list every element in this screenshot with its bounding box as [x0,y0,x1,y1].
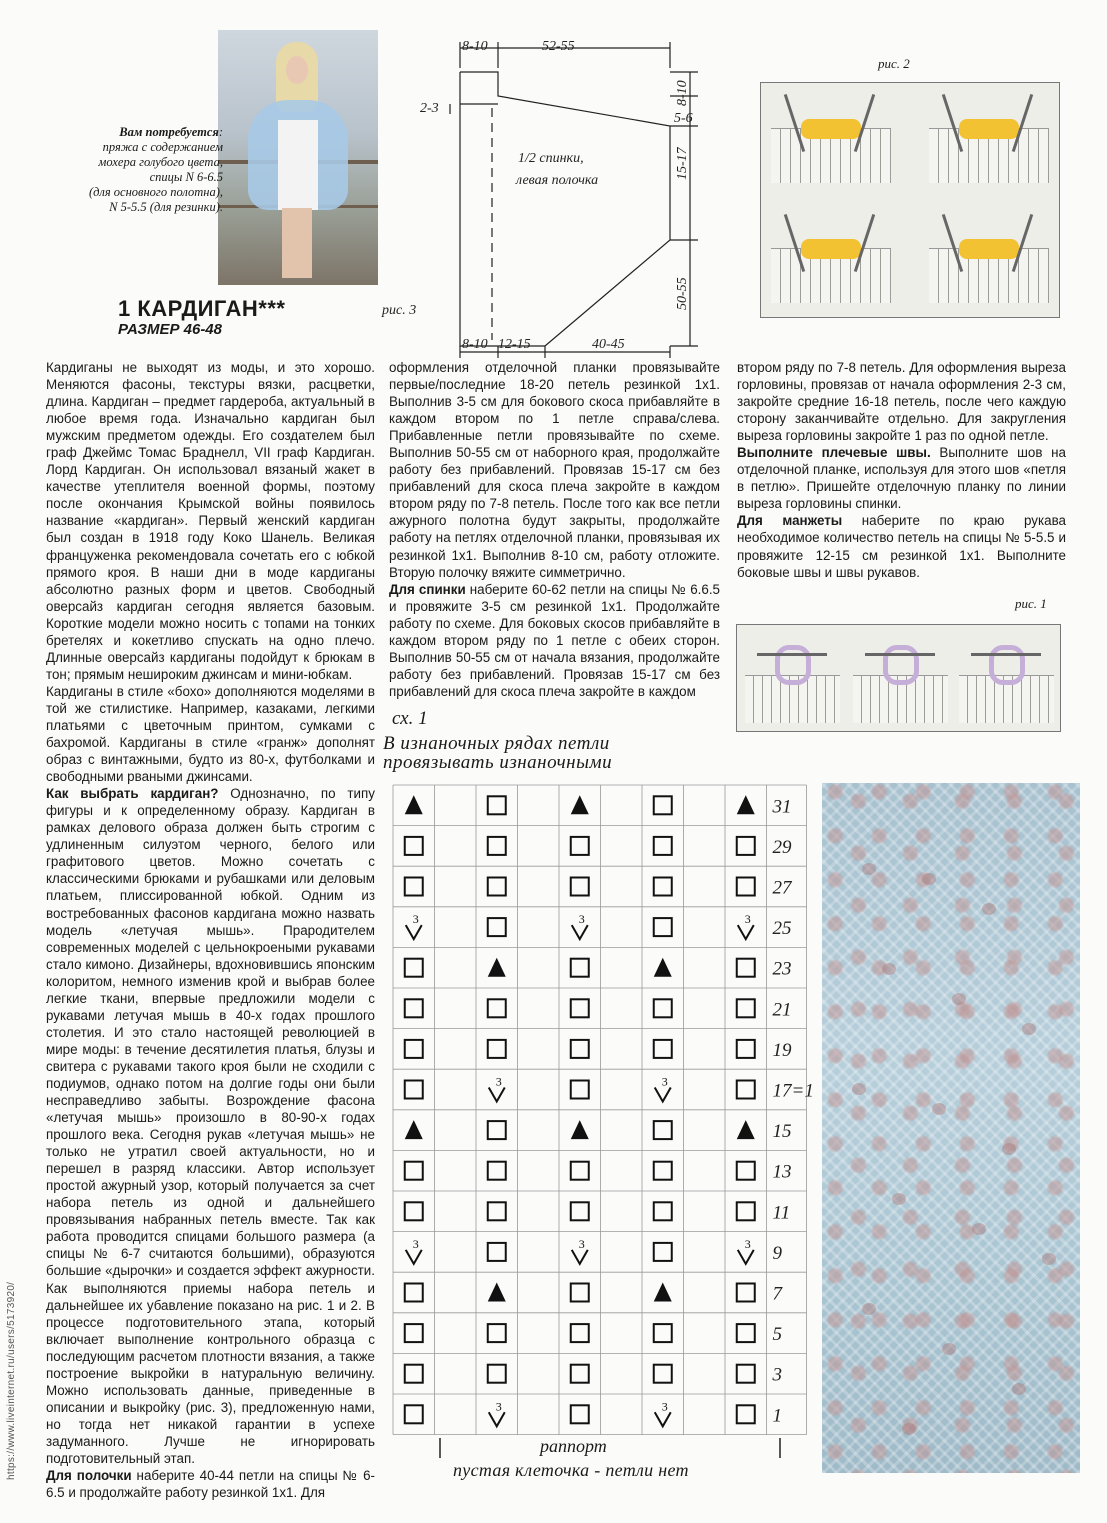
stitch-triangle [488,958,506,977]
lace-hole [972,1223,986,1235]
chart-row-label: 7 [772,1283,782,1305]
paragraph: Кардиганы не выходят из моды, и это хорошо. Меняются фасоны, текстуры вязки, расцветки, длина. Кардиган – предмет гардероба, актуальный в любое время года. Изначально кардиган был мужским предметом одежды. Его создателем был граф Джеймс Томас Браднелл, VII граф Кардиган. Лорд Кардиган. Он использовал вязаный жакет в качестве утеплителя военной формы, поэтому после окончания Крымской войны появилось название «кардиган». Первый женский кардиган был создан в 1918 году Коко Шанель. Великая француженка рекомендовала сочетать его с юбкой прямого кроя. В наши дни в моде кардиганы абсолютно разных форм и цветов. Свободный оверсайз кардиган сегодня является базовым. Короткие модели можно носить с топами на тонких бретелях и кокетливо спускать на одно плечо. Длинные оверсайз кардиганы подойдут к брюкам в тон; прямым неширoким джинсам и мини-юбкам. [46,360,375,682]
fig3-label: рис. 3 [382,303,417,318]
dim-right-3: 15-17 [675,147,690,180]
rapport-bracket [440,1436,800,1462]
chart-row-label: 11 [772,1202,791,1224]
stitch-square [488,918,506,936]
stitch-square [654,1365,672,1383]
stitch-v3 [489,1399,505,1426]
fig1-label: рис. 1 [1015,596,1047,611]
stitch-square [654,837,672,855]
stitch-square [488,1121,506,1139]
stitch-square [571,1162,589,1180]
stitch-square [488,878,506,896]
page-title: 1 КАРДИГАН*** [118,296,286,321]
svg-text:3: 3 [661,1074,668,1089]
stitch-square [654,1121,672,1139]
paragraph: Кардиганы в стиле «бохо» дополняются моделями в той же стилистике. Например, казаками, легкими платьями с цветочным принтом, сумками с бахромой. Кардиганы в стиле «гранж» дополнят образ с винтажными, будто из 80-х, футболками и свободными рваными джинсами. [46,683,375,785]
stitch-square [737,1365,755,1383]
stitch-square [654,1324,672,1342]
model-photo [218,30,378,285]
schematic-caption-1: 1/2 спинки, [518,151,584,166]
stitch-square [571,1040,589,1058]
svg-text:3: 3 [495,1074,502,1089]
dim-right-2: 5-6 [674,111,693,126]
dim-top-right: 52-55 [542,39,575,54]
stitch-triangle [405,795,423,814]
stitch-square [488,1202,506,1220]
stitch-square [571,1405,589,1423]
text-column-1 [46,359,375,1501]
stitch-triangle [571,795,589,814]
materials-line: мохера голубого цвета, [98,155,223,169]
svg-text:3: 3 [578,1236,585,1251]
stitch-square [488,1365,506,1383]
stitch-square [737,878,755,896]
text-column-3 [737,359,1066,581]
chart-note: провязывать изнаночными [383,752,613,773]
lace-hole [1022,1023,1036,1035]
dim-bottom-1: 8-10 [462,337,488,352]
stitch-square [405,878,423,896]
stitch-square [488,837,506,855]
chart-title: сх. 1 [392,708,428,729]
chart-legend: пустая клеточка - петли нет [453,1460,689,1480]
chart-row-label: 25 [772,918,792,940]
stitch-square [737,1202,755,1220]
stitch-v3 [406,912,422,939]
lace-hole [1042,1253,1056,1265]
section-heading: Для спинки [389,581,466,597]
dim-right-1: 8-10 [675,80,690,106]
stitch-square [571,1081,589,1099]
paragraph: оформления отделочной планки провязывайте первые/последние 18-20 петель резинкой 1х1. Выполнив 3-5 см для бокового скоса прибавляйте в каждом втором по 1 петле справа/слева. Прибавленные петли провязывайте по схеме. Выполнив 50-55 см от наборного края, продолжайте работу без прибавлений. Провязав 15-17 см без прибавлений для скоса плеча закройте в каждом втором ряду по 7-8 петель. После того как все петли ажурного полотна будут закрыты, продолжайте работу на петлях отделочной планки, провязывая их резинкой 1х1. Выполнив 8-10 см, работу отложите. Вторую полочку вяжите симметрично. [389,360,720,580]
stitch-square [488,999,506,1017]
chart-row-label: 15 [772,1121,792,1143]
chart-row-label: 17=1 [772,1080,814,1102]
stitch-chart [393,785,814,1435]
schematic-caption-2: левая полочка [516,173,599,188]
stitch-square [405,837,423,855]
paragraph: Для полочки наберите 40-44 петли на спицы № 6-6.5 и продолжайте работу резинкой 1х1. Для [46,1468,375,1501]
stitch-v3 [406,1237,422,1264]
stitch-square [405,1162,423,1180]
stitch-triangle [654,1283,672,1302]
stitch-square [737,837,755,855]
dim-right-4: 50-55 [675,277,690,310]
stitch-triangle [737,1120,755,1139]
stitch-square [654,1202,672,1220]
stitch-square [737,1162,755,1180]
lace-hole [902,1423,916,1435]
stitch-square [405,999,423,1017]
stitch-square [488,1324,506,1342]
stitch-square [737,1081,755,1099]
chart-row-label: 5 [772,1324,782,1346]
materials-list: Вам потребуется: пряжа с содержанием мохера голубого цвета, спицы N 6-6.5 (для основного полотна), N 5-5.5 (для резинки). [48,125,223,215]
lace-hole [862,1303,876,1315]
stitch-square [654,796,672,814]
stitch-square [488,1040,506,1058]
chart-row-label: 13 [772,1161,792,1183]
stitch-triangle [654,958,672,977]
svg-text:3: 3 [412,912,419,927]
stitch-square [654,1243,672,1261]
stitch-v3 [572,1237,588,1264]
stitch-square [571,878,589,896]
dim-bottom-3: 40-45 [592,337,625,352]
materials-line: (для основного полотна), [88,185,223,199]
stitch-square [405,1324,423,1342]
stitch-square [571,959,589,977]
stitch-square [737,1324,755,1342]
stitch-square [571,837,589,855]
stitch-square [737,1284,755,1302]
section-heading: Для полочки [46,1468,132,1484]
stitch-triangle [488,1283,506,1302]
stitch-square [405,1081,423,1099]
lace-hole [852,1083,866,1095]
stitch-v3 [655,1399,671,1426]
pattern-schematic [380,30,710,360]
watermark-url: https://www.liveinternet.ru/users/5173920/ [6,1281,17,1480]
stitch-square [571,1284,589,1302]
dim-left: 2-3 [420,101,439,116]
stitch-square [654,1162,672,1180]
stitch-square [654,878,672,896]
lace-hole [862,863,876,875]
stitch-square [405,1202,423,1220]
stitch-v3 [655,1075,671,1102]
paragraph: Для спинки наберите 60-62 петли на спицы № 6.6.5 и провяжите 3-5 см резинкой 1х1. Продолжайте работу по схеме. Для боковых скосов прибавляйте в каждом втором ряду по 1 петле с обеих сторон. Выполнив 50-55 см от начала вязания, продолжайте работу без прибавлений. Провязав 15-17 см без прибавлений для скоса плеча закройте в каждом [389,581,720,699]
lace-hole [922,873,936,885]
chart-row-label: 31 [772,796,792,818]
fig2-illustration [760,82,1060,318]
lace-hole [982,903,996,915]
section-heading: Как выбрать кардиган? [46,786,219,802]
chart-row-label: 21 [772,999,792,1021]
svg-text:3: 3 [578,912,585,927]
stitch-square [737,1040,755,1058]
chart-row-label: 1 [772,1405,782,1427]
chart-row-label: 19 [772,1039,792,1061]
stitch-v3 [738,912,754,939]
stitch-square [405,1284,423,1302]
stitch-square [571,1365,589,1383]
stitch-square [488,1243,506,1261]
svg-text:3: 3 [495,1399,502,1414]
stitch-square [405,1365,423,1383]
stitch-square [571,1324,589,1342]
chart-row-label: 3 [772,1364,782,1386]
dim-top-left: 8-10 [462,39,488,54]
stitch-v3 [489,1075,505,1102]
chart-note: В изнаночных рядах петли [383,733,610,754]
lace-hole [892,1193,906,1205]
stitch-v3 [572,912,588,939]
text-column-2 [389,359,720,700]
materials-heading: Вам потребуется [119,125,219,139]
stitch-square [654,918,672,936]
materials-line: пряжа с содержанием [102,140,223,154]
lace-hole [942,1343,956,1355]
stitch-square [571,1202,589,1220]
stitch-triangle [737,795,755,814]
lace-swatch-photo [822,783,1080,1473]
lace-hole [882,963,896,975]
stitch-square [488,1162,506,1180]
paragraph: Выполните плечевые швы. Выполните шов на отделочной планке, используя для этого шов «петля в петлю». Пришейте отделочную планку по линии выреза горловины спинки. [737,445,1066,512]
lace-hole [952,993,966,1005]
stitch-square [737,999,755,1017]
stitch-square [488,796,506,814]
size-subtitle: РАЗМЕР 46-48 [118,321,222,338]
svg-text:3: 3 [661,1399,668,1414]
section-heading: Для манжеты [737,513,843,529]
stitch-square [654,1040,672,1058]
stitch-triangle [571,1120,589,1139]
paragraph: Для манжеты наберите по краю рукава необходимое количество петель на спицы № 5-5.5 и провяжите 12-15 см резинкой 1х1. Выполните боковые швы и швы рукавов. [737,513,1066,580]
chart-row-label: 23 [772,958,792,980]
svg-text:3: 3 [744,1236,751,1251]
stitch-square [405,1405,423,1423]
dim-bottom-2: 12-15 [498,337,531,352]
stitch-square [405,959,423,977]
paragraph: втором ряду по 7-8 петель. Для оформления выреза горловины, провязав от начала оформления 2-3 см, закройте средние 16-18 петель, после чего каждую сторону заканчивайте отдельно. Для закругления выреза горловины закройте 1 раз по одной петле. [737,360,1066,444]
svg-text:3: 3 [412,1236,419,1251]
chart-row-label: 9 [772,1242,782,1264]
materials-line: спицы N 6-6.5 [149,170,223,184]
stitch-triangle [405,1120,423,1139]
stitch-square [737,1405,755,1423]
lace-hole [1012,1383,1026,1395]
stitch-square [737,959,755,977]
svg-text:3: 3 [744,912,751,927]
chart-row-label: 27 [772,877,792,899]
stitch-square [654,999,672,1017]
materials-line: N 5-5.5 (для резинки). [109,200,223,214]
stitch-square [571,999,589,1017]
rapport-label: раппорт [540,1436,607,1456]
fig1-illustration [736,624,1061,732]
lace-hole [932,1103,946,1115]
section-heading: Выполните плечевые швы. [737,445,931,461]
stitch-square [405,1040,423,1058]
lace-hole [1002,1143,1016,1155]
chart-row-label: 29 [772,836,792,858]
paragraph: Как выбрать кардиган? Однозначно, по типу фигуры и к определенному образу. Кардиган в рамках делового образа должен быть строгим с удлиненным силуэтом черного, белого или графитового цветов. Можно сочетать с классическими брюками и рубашками или деловым платьем, плиссированной юбкой. Одним из востребованных фасонов кардигана можно назвать модель «летучая мышь». Прародителем современных моделей с цельнокроеными рукавами стало кимоно. Дизайнеры, вдохновившись японским колоритом, немного изменив крой и выбрав более легкие ткани, впервые предложили модели с рукавами летучая мышь в 40-х годах прошлого столетия. И это стало настоящей революцией в мире моды: в течение десятилетия платья, блузы и свитера с рукавами такого кроя были не сходили с подиумов, однако потом на долгие годы они были несправедливо забыты. Возрождение фасона «летучая мышь» произошло в 80-90-х годах прошлого века. Сегодня рукав «летучая мышь» не только не утратил своей актуальности, но и перешел в разряд классики. Автор использует простой ажурный узор, который получается за счет набора петель из одной и дальнейшего провязывания набранных петель вместе. Так как работа проводится спицами большого размера (а спицы № 6-7 считаются большими), образуются большие «дырочки» и создается эффект ажурности. Как выполняются приемы набора петель и дальнейшее их убавление показано на рис. 1 и 2. В процессе подготовительного этапа, который включает выполнение контрольного образца с последующим расчетом плотности вязания, а также построение выкройки в натуральную величину. Можно использовать данные, приведенные в описании и выкройку (рис. 3), предложенную нами, но тогда нет никакой гарантии в успехе задуманного. Лучше не игнорировать подготовительный этап. [46,786,375,1466]
fig2-label: рис. 2 [878,56,910,71]
stitch-v3 [738,1237,754,1264]
